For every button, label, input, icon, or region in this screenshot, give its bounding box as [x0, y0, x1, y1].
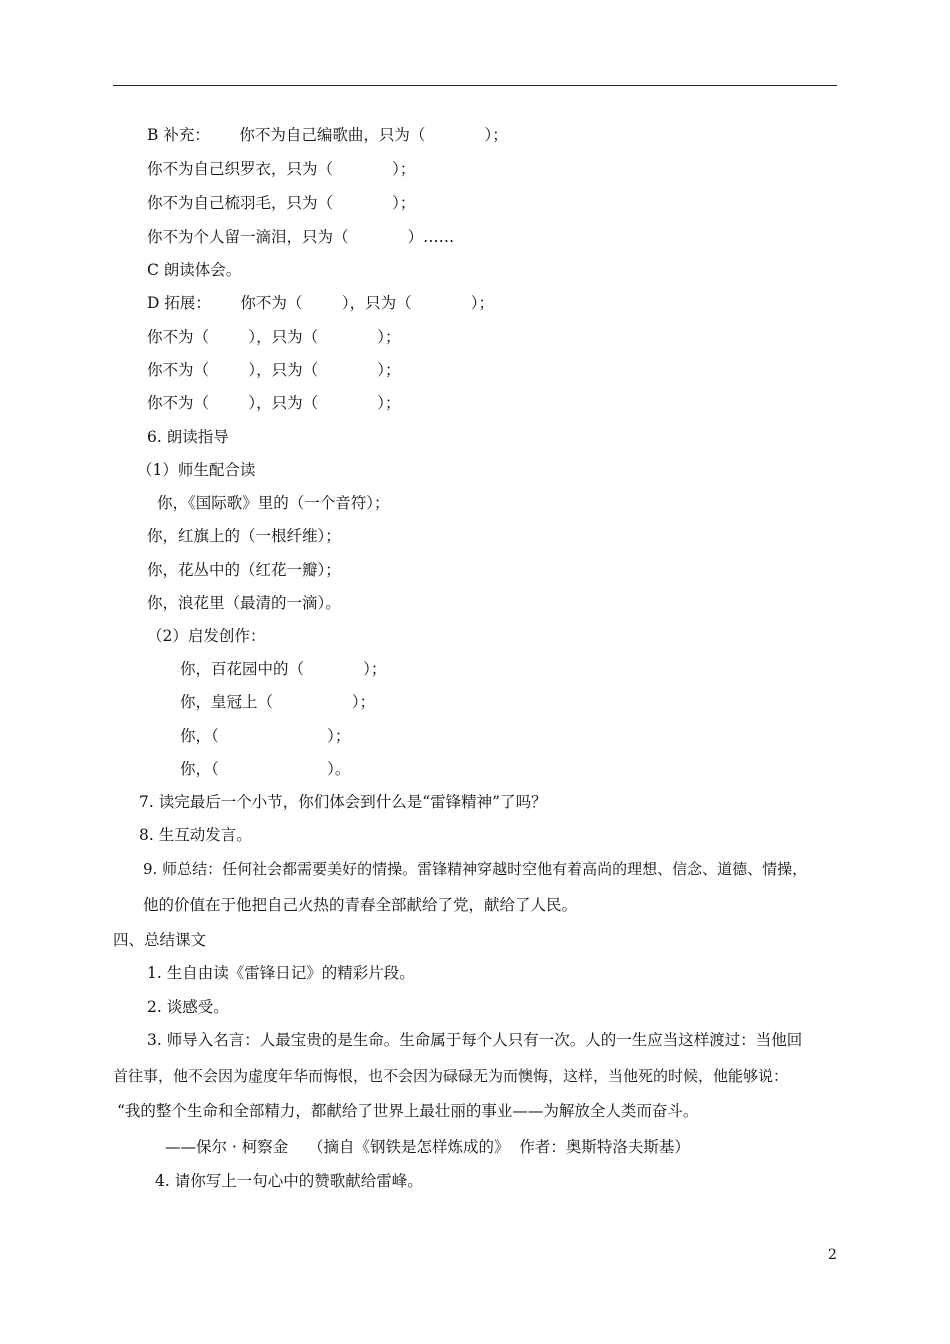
section-heading: 四、总结课文: [113, 931, 207, 949]
text-line: 你不为个人留一滴泪，只为（ ）……: [147, 228, 455, 246]
text-line: 他的价值在于他把自己火热的青春全部献给了党，献给了人民。: [143, 896, 578, 914]
text-line: 你不为（ ），只为（ ）；: [147, 394, 401, 412]
text-line: 7. 读完最后一个小节，你们体会到什么是“雷锋精神”了吗？: [139, 793, 547, 811]
text-line: 你，百花园中的（ ）；: [180, 660, 387, 678]
text-line: 你不为（ ），只为（ ）；: [147, 361, 401, 379]
text-line: 9. 师总结：任何社会都需要美好的情操。雷锋精神穿越时空他有着高尚的理想、信念、道德、情操，: [143, 860, 808, 878]
text-line: （2）启发创作：: [147, 627, 266, 645]
text-line: 你不为自己织罗衣，只为（ ）；: [147, 160, 416, 178]
text-line: 你，皇冠上（ ）；: [180, 693, 376, 711]
text-line: 你，红旗上的（一根纤维）；: [147, 527, 341, 545]
text-line: 你，花丛中的（红花一瓣）；: [147, 561, 341, 579]
text-line: 2. 谈感受。: [147, 998, 229, 1016]
page-number: 2: [828, 1247, 837, 1263]
text-line: 你，《国际歌》里的（一个音符）；: [157, 494, 390, 512]
quote-line: “我的整个生命和全部精力，都献给了世界上最壮丽的事业——为解放全人类而奋斗。: [117, 1102, 699, 1120]
text-line: C 朗读体会。: [147, 261, 242, 279]
text-line: 8. 生互动发言。: [139, 826, 252, 844]
text-line: 你，（ ）；: [180, 727, 351, 745]
quote-attribution: ——保尔 · 柯察金 （摘自《钢铁是怎样炼成的》 作者：奥斯特洛夫斯基）: [165, 1138, 690, 1156]
text-line: （1）师生配合读: [137, 461, 256, 479]
text-line: 首往事，他不会因为虚度年华而悔恨，也不会因为碌碌无为而懊悔，这样，当他死的时候，他能够说：: [113, 1067, 789, 1085]
header-rule: [113, 85, 837, 86]
text-line: 3. 师导入名言：人最宝贵的是生命。生命属于每个人只有一次。人的一生应当这样渡过：当他回: [147, 1031, 803, 1049]
text-line: 4. 请你写上一句心中的赞歌献给雷峰。: [155, 1172, 423, 1190]
text-line: B 补充： 你不为自己编歌曲，只为（ ）；: [147, 126, 508, 144]
text-line: D 拓展： 你不为（ ），只为（ ）；: [147, 294, 494, 312]
text-line: 你，（ ）。: [180, 760, 351, 778]
text-line: 1. 生自由读《雷锋日记》的精彩片段。: [147, 964, 415, 982]
text-line: 你不为（ ），只为（ ）；: [147, 328, 401, 346]
section-heading: 6. 朗读指导: [147, 428, 229, 446]
text-line: 你，浪花里（最清的一滴）。: [147, 594, 341, 612]
text-line: 你不为自己梳羽毛，只为（ ）；: [147, 194, 416, 212]
